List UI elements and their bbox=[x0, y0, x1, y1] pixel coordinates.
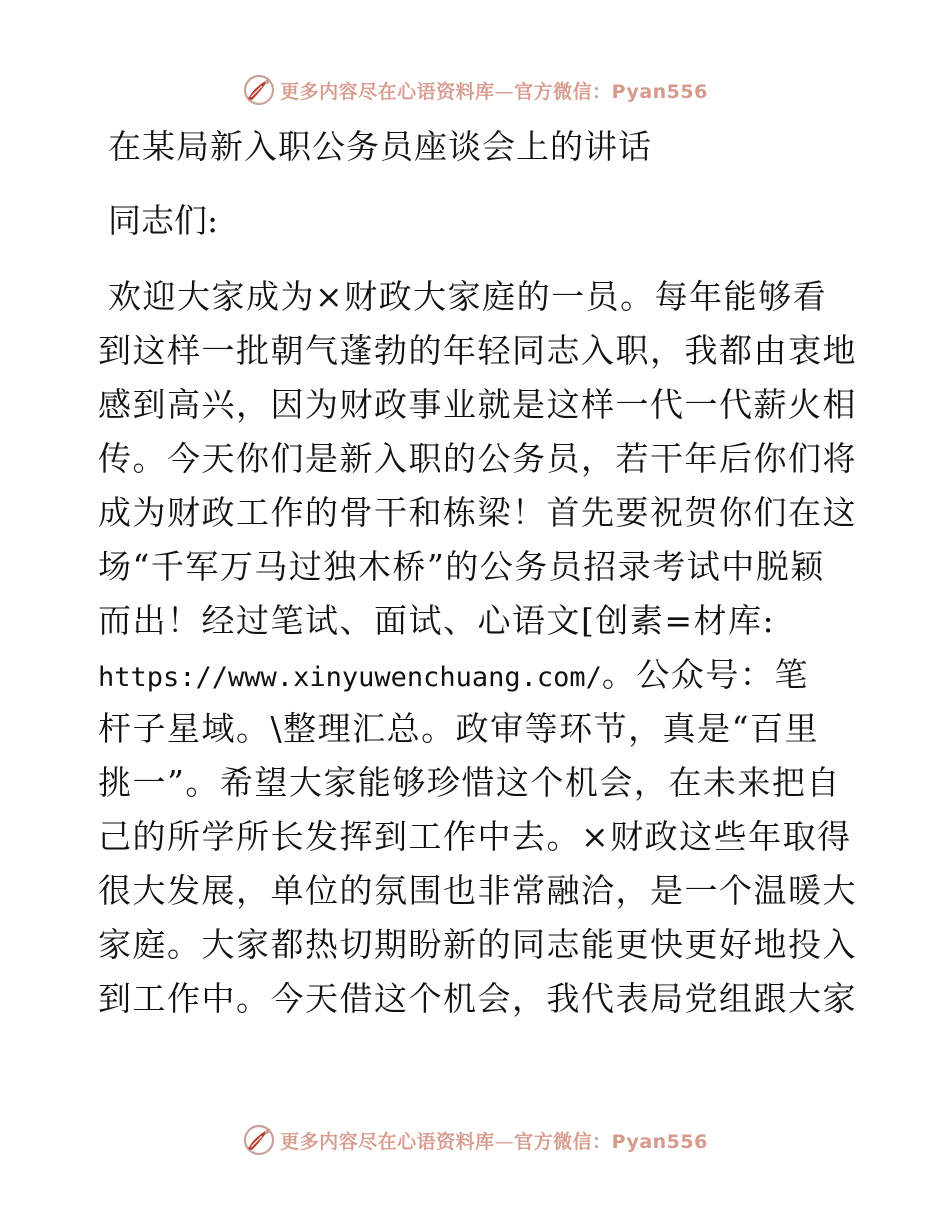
body-line: 挑一”。希望大家能够珍惜这个机会，在未来把自 bbox=[98, 763, 841, 802]
body-paragraph bbox=[98, 270, 858, 1026]
pen-nib-logo-icon bbox=[242, 1123, 276, 1157]
body-line: 家庭。大家都热切期盼新的同志能更快更好地投入 bbox=[98, 925, 857, 964]
header-watermark-banner bbox=[0, 70, 950, 110]
body-line: 传。今天你们是新入职的公务员，若干年后你们将 bbox=[98, 439, 857, 478]
watermark-text: 更多内容尽在心语资料库—官方微信：Pyan556 bbox=[280, 1130, 708, 1153]
pen-nib-logo-icon bbox=[242, 73, 276, 107]
body-line: 场“千军万马过独木桥”的公务员招录考试中脱颖 bbox=[98, 547, 825, 586]
website-url[interactable]: https://www.xinyuwenchuang.com/ bbox=[98, 662, 602, 693]
document-title: 在某局新入职公务员座谈会上的讲话 bbox=[108, 127, 652, 166]
body-line: 感到高兴，因为财政事业就是这样一代一代薪火相 bbox=[98, 385, 857, 424]
watermark-text: 更多内容尽在心语资料库—官方微信：Pyan556 bbox=[280, 80, 708, 103]
body-line: 成为财政工作的骨干和栋梁！首先要祝贺你们在这 bbox=[98, 493, 857, 532]
body-line: 杆子星域。\整理汇总。政审等环节，真是“百里 bbox=[98, 709, 819, 748]
body-line: 很大发展，单位的氛围也非常融洽，是一个温暖大 bbox=[98, 871, 857, 910]
body-line: 己的所学所长发挥到工作中去。×财政这些年取得 bbox=[98, 817, 852, 856]
greeting: 同志们: bbox=[108, 201, 219, 240]
body-line-url bbox=[98, 648, 858, 702]
body-line: 而出！经过笔试、面试、心语文[创素=材库: bbox=[98, 601, 776, 640]
url-line-tail: 。公众号：笔 bbox=[601, 655, 809, 694]
body-line: 到这样一批朝气蓬勃的年轻同志入职，我都由衷地 bbox=[98, 331, 857, 370]
footer-watermark-banner bbox=[0, 1120, 950, 1160]
body-line: 欢迎大家成为×财政大家庭的一员。每年能够看 bbox=[108, 277, 828, 316]
body-line: 到工作中。今天借这个机会，我代表局党组跟大家 bbox=[98, 979, 857, 1018]
